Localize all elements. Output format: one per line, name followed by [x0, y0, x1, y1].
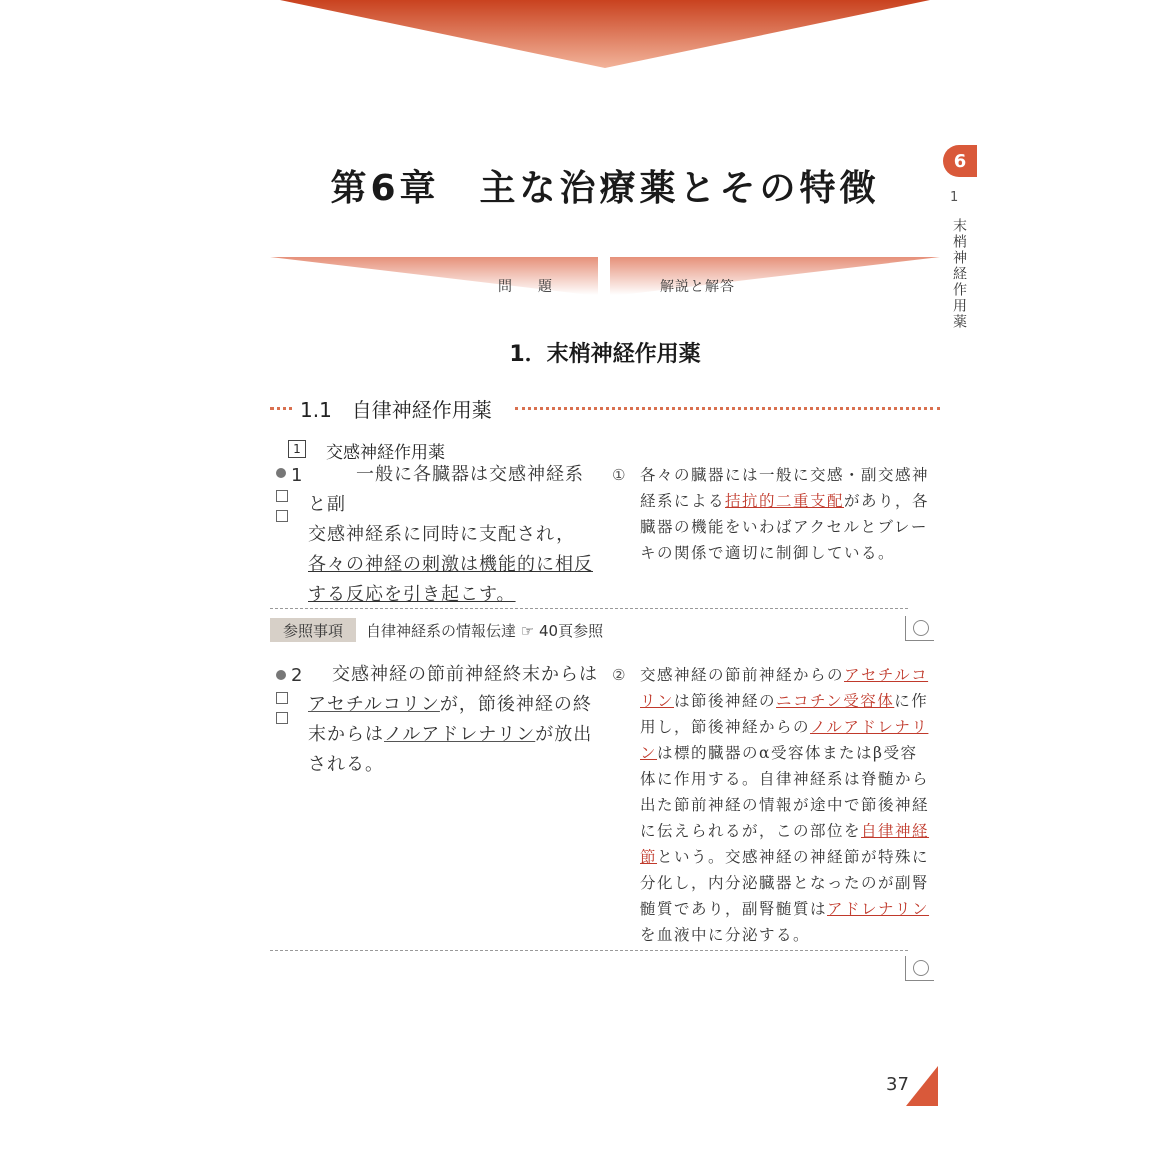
answer-line: 体に作用する。自律神経系は脊髄から [640, 770, 930, 788]
answer-1-text [640, 462, 940, 566]
answer-line: を血液中に分泌する。 [640, 926, 811, 944]
answer-number: ① [612, 466, 626, 484]
question-column-header: 問 題 [498, 279, 558, 295]
question-line: 各々の神経の刺激は機能的に相反 [308, 554, 593, 575]
question-number: 2 [291, 665, 303, 686]
subsubsection-number: 1 [288, 440, 306, 458]
question-line: 末からはノルアドレナリンが放出 [308, 724, 593, 745]
section-title: 1．末梢神経作用薬 [509, 342, 701, 367]
answer-line: 分化し，内分泌臓器となったのが副腎 [640, 874, 930, 892]
check-dot-icon [276, 468, 286, 478]
section-tab-number: 1 [950, 190, 959, 205]
checkbox[interactable] [276, 490, 288, 502]
answer-line: 出た節前神経の情報が途中で節後神経 [640, 796, 930, 814]
answer-column-header: 解説と解答 [660, 279, 735, 295]
checkbox[interactable] [276, 692, 288, 704]
answer-line: 経系による拮抗的二重支配があり，各 [640, 492, 930, 510]
answer-line: キの関係で適切に制御している。 [640, 544, 896, 562]
answer-line: 髄質であり，副腎髄質はアドレナリン [640, 900, 930, 918]
chapter-tab[interactable]: 6 [943, 145, 977, 177]
answer-line: 交感神経の節前神経からのアセチルコ [640, 666, 929, 684]
chapter-banner [280, 0, 930, 70]
question-1-text [308, 460, 598, 610]
reference-text: 自律神経系の情報伝達 ☞ 40頁参照 [366, 622, 604, 640]
dotted-rule-right [515, 407, 940, 410]
page-corner-mark [906, 1066, 938, 1106]
subsection-title: 1.1 自律神経作用薬 [296, 394, 496, 423]
question-2-text [308, 660, 598, 780]
check-dot-icon [276, 670, 286, 680]
divider [270, 608, 908, 609]
answer-line: 各々の臓器には一般に交感・副交感神 [640, 466, 930, 484]
divider [270, 950, 908, 951]
question-line: アセチルコリンが，節後神経の終 [308, 694, 592, 715]
subsubsection-title: 交感神経作用薬 [326, 443, 445, 463]
check-circle-icon [913, 960, 929, 976]
answer-line: 臓器の機能をいわばアクセルとブレー [640, 518, 928, 536]
section-tab-label: 末梢神経作用薬 [951, 218, 967, 330]
answer-line: リンは節後神経のニコチン受容体に作 [640, 692, 929, 710]
page-number: 37 [886, 1074, 909, 1095]
chapter-title: 第6章 主な治療薬とその特徴 [330, 168, 880, 209]
answer-line: ンは標的臓器のα受容体またはβ受容 [640, 744, 918, 762]
question-line: 一般に各臓器は交感神経系と副 [308, 464, 584, 515]
checkbox[interactable] [276, 712, 288, 724]
question-line: 交感神経の節前神経終末からは [332, 664, 598, 685]
answer-line: 節という。交感神経の神経節が特殊に [640, 848, 930, 866]
column-headers [270, 255, 940, 300]
answer-line: 用し，節後神経からのノルアドレナリ [640, 718, 929, 736]
checkbox[interactable] [276, 510, 288, 522]
question-number: 1 [291, 465, 303, 486]
reference-label: 参照事項 [270, 618, 356, 642]
check-circle-icon [913, 620, 929, 636]
question-line: 交感神経系に同時に支配され， [308, 524, 576, 545]
answer-number: ② [612, 666, 626, 684]
answer-line: に伝えられるが，この部位を自律神経 [640, 822, 930, 840]
question-line: する反応を引き起こす。 [308, 584, 516, 605]
question-line: される。 [308, 754, 384, 775]
answer-2-text [640, 662, 940, 948]
